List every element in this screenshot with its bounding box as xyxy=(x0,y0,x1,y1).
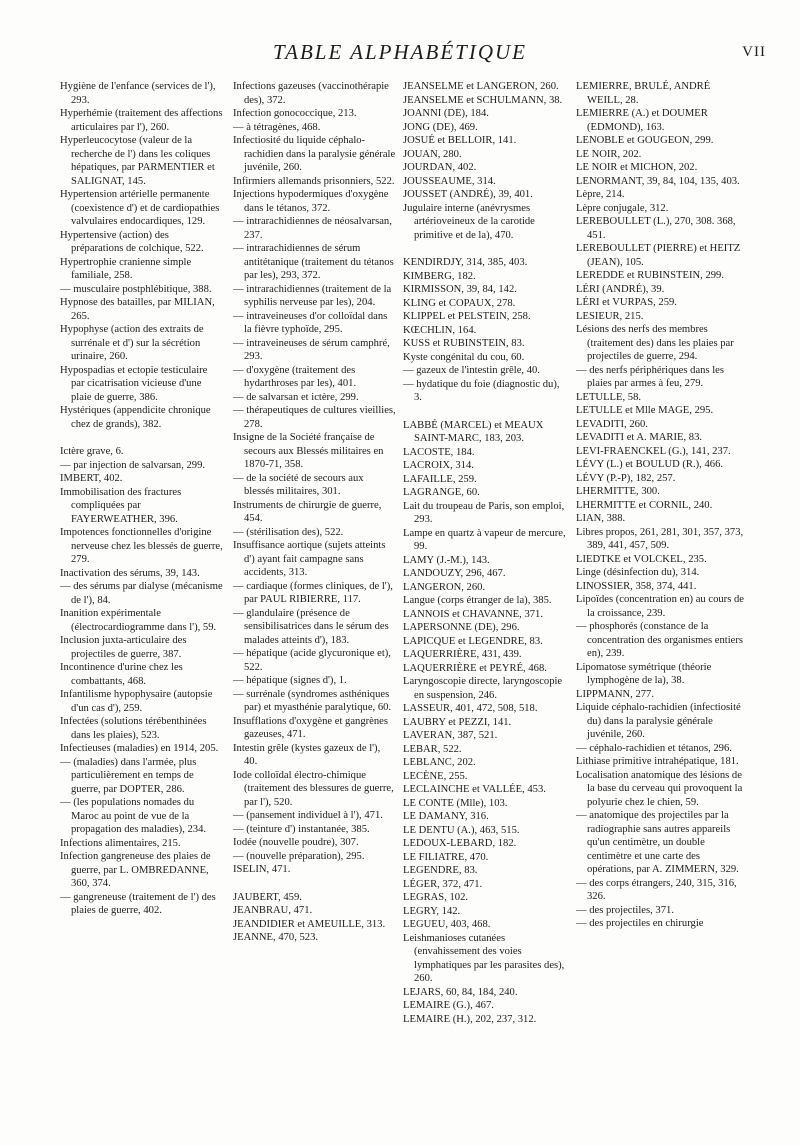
index-entry: Hystériques (appendicite chronique chez de grands), 382. xyxy=(60,405,211,430)
index-entry: — gangreneuse (traitement de l') des plaies de guerre, 402. xyxy=(60,891,216,916)
index-entry: JOSUÉ et BELLOIR, 141. xyxy=(403,135,517,146)
index-entry: — phosphorés (constance de la concentration des organismes entiers en), 239. xyxy=(576,621,744,659)
index-entry: JEANSELME et LANGERON, 260. xyxy=(403,81,559,92)
index-entry: LANDOUZY, 296, 467. xyxy=(403,568,506,579)
index-entry: — par injection de salvarsan, 299. xyxy=(60,459,206,471)
page-title: TABLE ALPHABÉTIQUE xyxy=(273,40,527,64)
index-entry: Injections hypodermiques d'oxygène dans le tétanos, 372. xyxy=(233,189,389,214)
index-entry: LEMIERRE, BRULÉ, ANDRÉ WEILL, 28. xyxy=(576,81,711,106)
index-entry: — intraveineuses de sérum camphré, 293. xyxy=(233,337,390,362)
index-entry: JOURDAN, 402. xyxy=(403,162,477,173)
index-entry: KŒCHLIN, 164. xyxy=(403,324,477,336)
index-entry: — des projectiles en chirurgie xyxy=(576,918,704,929)
index-entry: — de la société de secours aux blessés militaires, 301. xyxy=(233,472,364,497)
index-entry: LECÈNE, 255. xyxy=(403,770,468,782)
index-entry: — de salvarsan et ictère, 299. xyxy=(233,391,359,403)
index-entry: LEBLANC, 202. xyxy=(403,757,476,768)
index-entry: LIAN, 388. xyxy=(576,513,626,524)
index-entry: Hypophyse (action des extraits de surrénale et d') sur la sécrétion urinaire, 260. xyxy=(60,324,204,362)
index-entry: LAVERAN, 387, 521. xyxy=(403,730,498,741)
index-entry: JAUBERT, 459. xyxy=(233,891,302,903)
index-column-1 xyxy=(60,80,223,918)
index-entry: Immobilisation des fractures compliquées par FAYERWEATHER, 396. xyxy=(60,486,182,525)
index-entry: Ictère grave, 6. xyxy=(60,446,124,457)
index-entry: Langue (corps étranger de la), 385. xyxy=(403,595,552,606)
index-entry: — surrénale (syndromes asthéniques par) et myasthénie paralytique, 60. xyxy=(233,688,392,713)
index-entry: JEANDIDIER et AMEUILLE, 313. xyxy=(233,918,386,930)
index-entry: Hyperleucocytose (valeur de la recherche de l') dans les coliques hépatiques, par PARMENTIER et SALIGNAT, 145. xyxy=(60,135,215,187)
index-entry: LANNOIS et CHAVANNE, 371. xyxy=(403,608,543,620)
index-entry: Iodée (nouvelle poudre), 307. xyxy=(233,837,359,848)
index-entry: LEVADITI et A. MARIE, 83. xyxy=(576,432,703,443)
index-column-4 xyxy=(576,80,744,931)
index-entry: Laryngoscopie directe, laryngoscopie en suspension, 246. xyxy=(403,676,563,701)
index-entry: LASSEUR, 401, 472, 508, 518. xyxy=(403,703,538,714)
index-entry: LEREBOULLET (PIERRE) et HEITZ (JEAN), 105. xyxy=(576,243,741,268)
index-entry: — des projectiles, 371. xyxy=(576,904,674,916)
index-entry: — intraveineuses d'or colloïdal dans la fièvre typhoïde, 295. xyxy=(233,310,388,335)
index-entry: — des corps étrangers, 240, 315, 316, 326. xyxy=(576,877,737,902)
index-entry: LENOBLE et GOUGEON, 299. xyxy=(576,135,714,146)
index-entry: Localisation anatomique des lésions de la base du cerveau qui provoquent la polyurie chez le chien, 59. xyxy=(576,769,743,808)
index-entry: LEMIERRE (A.) et DOUMER (EDMOND), 163. xyxy=(576,108,708,133)
index-entry: Infirmiers allemands prisonniers, 522. xyxy=(233,175,395,187)
index-entry: LAQUERRIÈRE, 431, 439. xyxy=(403,649,522,660)
index-entry: Infection gonococcique, 213. xyxy=(233,108,357,119)
index-entry: — hépatique (acide glycuronique et), 522. xyxy=(233,648,391,673)
index-entry: KUSS et RUBINSTEIN, 83. xyxy=(403,338,525,349)
index-entry: — céphalo-rachidien et tétanos, 296. xyxy=(576,742,732,754)
index-entry: — (pansement individuel à l'), 471. xyxy=(233,810,383,821)
index-entry: LÉRI (ANDRÉ), 39. xyxy=(576,283,665,295)
index-entry: LACOSTE, 184. xyxy=(403,446,475,458)
index-entry: — (maladies) dans l'armée, plus particulièrement en temps de guerre, par DOPTER, 286. xyxy=(60,756,197,795)
index-entry: LEVADITI, 260. xyxy=(576,418,648,430)
index-entry: LEDOUX-LEBARD, 182. xyxy=(403,838,517,849)
index-entry: — glandulaire (présence de sensibilisatrices dans le sérum des malades atteints d'), 183. xyxy=(233,607,389,646)
index-entry: Hypertension artérielle permanente (coexistence d') et de cardiopathies valvulaires endocardiques, 129. xyxy=(60,189,220,227)
index-entry: Liquide céphalo-rachidien (infectiosité du) dans la paralysie générale juvénile, 260. xyxy=(576,702,741,740)
index-entry: LEMAIRE (H.), 202, 237, 312. xyxy=(403,1013,537,1025)
index-entry: LÉRI et VURPAS, 259. xyxy=(576,297,677,308)
index-entry: LEVI-FRAENCKEL (G.), 141, 237. xyxy=(576,445,731,457)
index-entry: Lèpre, 214. xyxy=(576,189,625,200)
index-entry: LEJARS, 60, 84, 184, 240. xyxy=(403,986,518,998)
index-entry: LE DENTU (A.), 463, 515. xyxy=(403,824,520,836)
index-entry: LENORMANT, 39, 84, 104, 135, 403. xyxy=(576,175,740,187)
index-entry: JEANNE, 470, 523. xyxy=(233,932,319,943)
index-entry: Libres propos, 261, 281, 301, 357, 373, 389, 441, 457, 509. xyxy=(576,526,744,551)
index-entry: — cardiaque (formes cliniques, de l'), par PAUL RIBIERRE, 117. xyxy=(233,580,393,605)
index-entry: JEANBRAU, 471. xyxy=(233,905,313,916)
index-entry: LE DAMANY, 316. xyxy=(403,811,489,822)
index-entry: Jugulaire interne (anévrysmes artérioveineux de la carotide primitive et de la), 470. xyxy=(403,202,535,241)
index-entry: LAGRANGE, 60. xyxy=(403,487,480,498)
index-entry: JONG (DE), 469. xyxy=(403,121,478,133)
index-entry: LAPERSONNE (DE), 296. xyxy=(403,622,520,633)
index-entry: LÉGER, 372, 471. xyxy=(403,878,483,890)
index-entry: Infectieuses (maladies) en 1914, 205. xyxy=(60,743,219,754)
index-column-3 xyxy=(403,80,568,1026)
index-entry: — des nerfs périphériques dans les plaies par armes à feu, 279. xyxy=(576,364,724,389)
index-entry: LECLAINCHE et VALLÉE, 453. xyxy=(403,784,546,795)
index-entry: Kyste congénital du cou, 60. xyxy=(403,351,525,363)
index-entry: Infections gazeuses (vaccinothérapie des), 372. xyxy=(233,81,389,106)
index-entry: Linge (désinfection du), 314. xyxy=(576,567,700,578)
index-entry: — des sérums par dialyse (mécanisme de l'), 84. xyxy=(60,581,223,606)
index-entry: — d'oxygène (traitement des hydarthroses par les), 401. xyxy=(233,364,357,389)
index-entry: LEREDDE et RUBINSTEIN, 299. xyxy=(576,270,725,281)
index-entry: Impotences fonctionnelles d'origine nerveuse chez les blessés de guerre, 279. xyxy=(60,527,223,565)
index-entry: — (teinture d') instantanée, 385. xyxy=(233,823,370,835)
index-entry: Lèpre conjugale, 312. xyxy=(576,202,669,214)
index-entry: LABBÉ (MARCEL) et MEAUX SAINT-MARC, 183, 203. xyxy=(403,419,544,444)
index-entry: Lithiase primitive intrahépatique, 181. xyxy=(576,756,739,767)
index-entry: — hépatique (signes d'), 1. xyxy=(233,675,347,686)
index-entry: LE FILIATRE, 470. xyxy=(403,851,489,863)
index-entry: LHERMITTE, 300. xyxy=(576,486,660,497)
index-entry: LEGRAS, 102. xyxy=(403,892,469,903)
index-entry: LÉVY (L.) et BOULUD (R.), 466. xyxy=(576,459,724,470)
index-entry: LE NOIR, 202. xyxy=(576,148,642,160)
index-entry: LAUBRY et PEZZI, 141. xyxy=(403,716,512,728)
index-entry: KENDIRDJY, 314, 385, 403. xyxy=(403,257,528,268)
index-entry: JOUSSET (ANDRÉ), 39, 401. xyxy=(403,189,533,200)
index-entry: Hypertrophie cranienne simple familiale, 258. xyxy=(60,256,192,281)
index-entry: JOUSSEAUME, 314. xyxy=(403,175,496,187)
index-entry: Insufflations d'oxygène et gangrènes gazeuses, 471. xyxy=(233,715,388,740)
index-entry: — (nouvelle préparation), 295. xyxy=(233,850,365,862)
index-entry: LEBAR, 522. xyxy=(403,743,462,755)
index-entry: — à tétragènes, 468. xyxy=(233,121,321,133)
index-entry: Hypnose des batailles, par MILIAN, 265. xyxy=(60,297,215,322)
index-entry: LESIEUR, 215. xyxy=(576,310,644,322)
index-entry: Lésions des nerfs des membres (traitement des) dans les plaies par projectiles de guerre, 294. xyxy=(576,324,734,362)
index-entry: LINOSSIER, 358, 374, 441. xyxy=(576,580,697,592)
index-entry: Infectées (solutions térébenthinées dans les plaies), 523. xyxy=(60,716,207,741)
index-entry: LACROIX, 314. xyxy=(403,460,474,471)
index-entry: — intrarachidiennes de sérum antitétanique (traitement du tétanos par les), 293, 372. xyxy=(233,243,394,281)
index-entry: KLIPPEL et PELSTEIN, 258. xyxy=(403,311,531,322)
index-entry: LANGERON, 260. xyxy=(403,581,486,593)
index-entry: LE NOIR et MICHON, 202. xyxy=(576,162,698,173)
index-entry: LEGUEU, 403, 468. xyxy=(403,919,491,930)
index-entry: Insuffisance aortique (sujets atteints d') ayant fait campagne sans accidents, 313. xyxy=(233,540,386,578)
index-entry: LEREBOULLET (L.), 270, 308. 368, 451. xyxy=(576,216,736,241)
index-entry: LE CONTE (Mlle), 103. xyxy=(403,797,508,809)
index-entry: JOANNI (DE), 184. xyxy=(403,108,489,119)
index-entry: Hypospadias et ectopie testiculaire par cicatrisation vicieuse d'une plaie de guerre, 386. xyxy=(60,364,208,403)
index-entry: Inclusion juxta-articulaire des projectiles de guerre, 387. xyxy=(60,635,187,660)
index-entry: ISELIN, 471. xyxy=(233,864,291,875)
index-entry: LIEDTKE et VOLCKEL, 235. xyxy=(576,553,707,565)
index-column-2 xyxy=(233,80,396,945)
index-entry: Lipomatose symétrique (théorie lymphogène de la), 38. xyxy=(576,661,712,686)
index-entry: Leishmanioses cutanées (envahissement des voies lymphatiques par les parasites des), 260. xyxy=(403,932,565,984)
index-entry: LIPPMANN, 277. xyxy=(576,688,654,700)
index-entry: KIMBERG, 182. xyxy=(403,270,476,282)
index-entry: — anatomique des projectiles par la radiographie sans autres appareils qu'un centimètre, un double centimètre et une carte des opérations, par A. ZIMMERN, 329. xyxy=(576,810,739,875)
index-entry: JEANSELME et SCHULMANN, 38. xyxy=(403,94,563,106)
index-entry: Infections alimentaires, 215. xyxy=(60,837,181,849)
index-entry: — (les populations nomades du Maroc au point de vue de la propagation des maladies), 234. xyxy=(60,797,207,835)
index-entry: Infantilisme hypophysaire (autopsie d'un cas d'), 259. xyxy=(60,689,213,714)
index-entry: — thérapeutiques de cultures vieillies, 278. xyxy=(233,405,396,430)
index-entry: JOUAN, 280. xyxy=(403,148,462,160)
index-entry: Infectiosité du liquide céphalo-rachidien dans la paralysie générale juvénile, 260. xyxy=(233,135,396,173)
index-entry: — hydatique du foie (diagnostic du), 3. xyxy=(403,378,560,403)
index-entry: Instruments de chirurgie de guerre, 454. xyxy=(233,499,382,524)
index-entry: Lait du troupeau de Paris, son emploi, 293. xyxy=(403,500,565,525)
index-entry: LEGENDRE, 83. xyxy=(403,865,478,876)
index-entry: LETULLE et Mlle MAGE, 295. xyxy=(576,405,714,416)
index-entry: Hypertensive (action) des préparations de colchique, 522. xyxy=(60,229,204,254)
index-entry: LHERMITTE et CORNIL, 240. xyxy=(576,499,713,511)
index-entry: Infection gangreneuse des plaies de guerre, par L. OMBREDANNE, 360, 374. xyxy=(60,851,211,889)
index-entry: LAMY (J.-M.), 143. xyxy=(403,554,490,566)
index-entry: KLING et COPAUX, 278. xyxy=(403,297,516,309)
index-entry: — gazeux de l'intestin grêle, 40. xyxy=(403,365,540,376)
index-entry: Inactivation des sérums, 39, 143. xyxy=(60,567,200,579)
index-entry: Insigne de la Société française de secours aux Blessés militaires en 1870-71, 358. xyxy=(233,432,384,470)
index-entry: — intrarachidiennes (traitement de la syphilis nerveuse par les), 204. xyxy=(233,283,392,308)
index-entry: Lampe en quartz à vapeur de mercure, 99. xyxy=(403,527,566,552)
index-entry: KIRMISSON, 39, 84, 142. xyxy=(403,284,517,295)
index-entry: LAQUERRIÈRE et PEYRÉ, 468. xyxy=(403,662,547,674)
index-entry: LEGRY, 142. xyxy=(403,905,461,917)
index-entry: Inanition expérimentale (électrocardiogramme dans l'), 59. xyxy=(60,608,217,633)
index-entry: LETULLE, 58. xyxy=(576,391,642,403)
index-entry: LAPICQUE et LEGENDRE, 83. xyxy=(403,635,543,647)
index-entry: Hygiène de l'enfance (services de l'), 293. xyxy=(60,81,216,106)
index-entry: Hyperhémie (traitement des affections articulaires par l'), 260. xyxy=(60,108,223,133)
index-entry: — (stérilisation des), 522. xyxy=(233,526,344,538)
index-entry: Lipoïdes (concentration en) au cours de la croissance, 239. xyxy=(576,594,744,619)
index-entry: LAFAILLE, 259. xyxy=(403,473,477,485)
index-entry: — intrarachidiennes de néosalvarsan, 237. xyxy=(233,216,392,241)
index-entry: Incontinence d'urine chez les combattants, 468. xyxy=(60,662,183,687)
index-entry: — musculaire postphlébitique, 388. xyxy=(60,283,212,295)
index-entry: LEMAIRE (G.), 467. xyxy=(403,1000,494,1011)
index-entry: Iode colloïdal électro-chimique (traitement des blessures de guerre, par l'), 520. xyxy=(233,769,394,808)
index-entry: LÉVY (P.-P), 182, 257. xyxy=(576,472,676,484)
index-entry: Intestin grêle (kystes gazeux de l'), 40. xyxy=(233,742,381,767)
index-entry: IMBERT, 402. xyxy=(60,473,123,484)
page-number: VII xyxy=(742,44,766,60)
